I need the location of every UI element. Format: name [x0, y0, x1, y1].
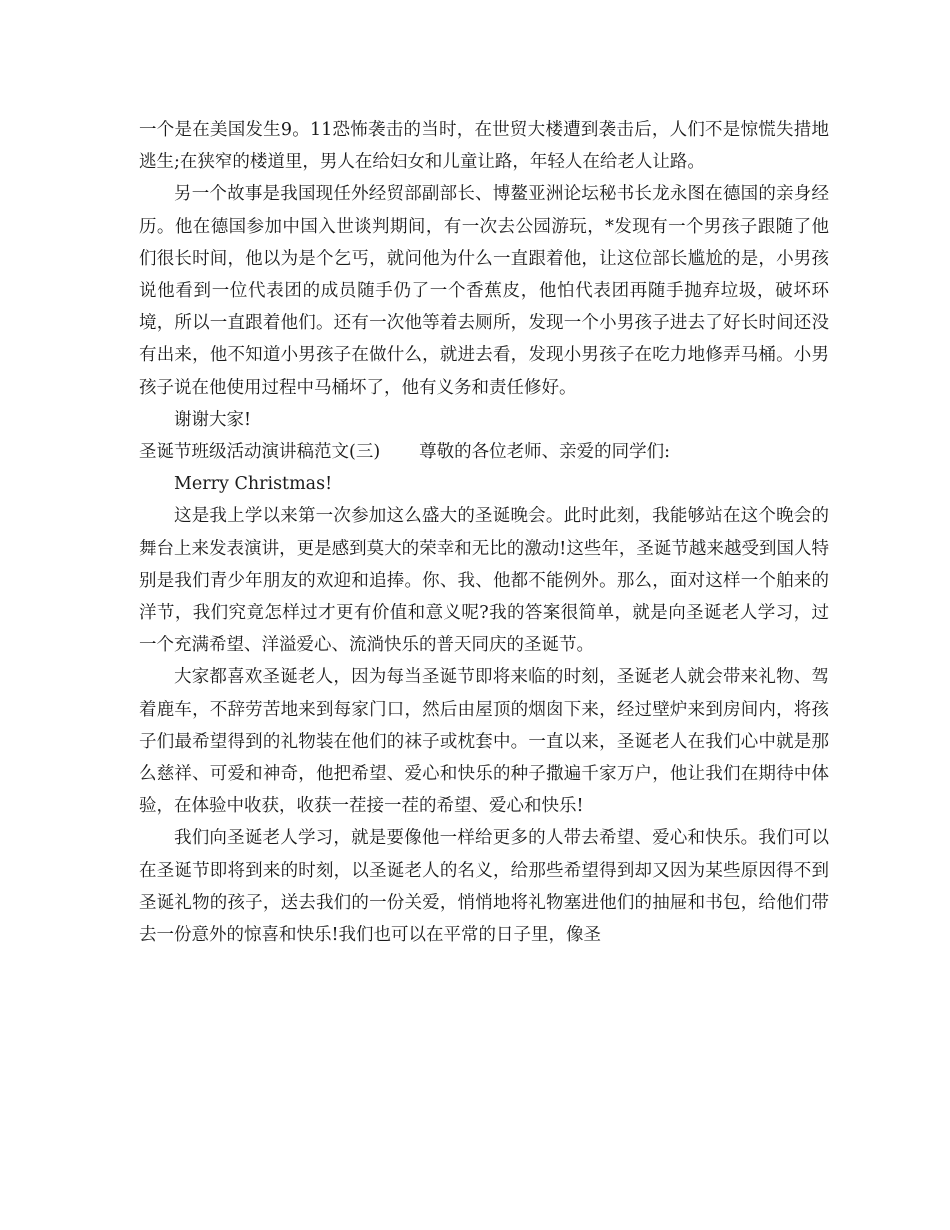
- salutation: 尊敬的各位老师、亲爱的同学们:: [419, 442, 671, 463]
- paragraph-long-yongtu-story: 另一个故事是我国现任外经贸部副部长、博鳌亚洲论坛秘书长龙永图在德国的亲身经历。他在德国参加中国入世谈判期间，有一次去公园游玩，*发现有一个男孩子跟随了他们很长时间，他以为是个乞丐，就问他为什么一直跟着他，让这位部长尴尬的是，小男孩说他看到一位代表团的成员随手仍了一个香蕉皮，他怕代表团再随手抛弃垃圾，破坏环境，所以一直跟着他们。还有一次他等着去厕所，发现一个小男孩子进去了好长时间还没有出来，他不知道小男孩子在做什么，就进去看，发现小男孩子在吃力地修弄马桶。小男孩子说在他使用过程中马桶坏了，他有义务和责任修好。: [139, 184, 829, 398]
- document-body: [139, 114, 829, 951]
- paragraph-santa-claus: 大家都喜欢圣诞老人，因为每当圣诞节即将来临的时刻，圣诞老人就会带来礼物、驾着鹿车，不辞劳苦地来到每家门口，然后由屋顶的烟囱下来，经过壁炉来到房间内，将孩子们最希望得到的礼物装在他们的袜子或枕套中。一直以来，圣诞老人在我们心中就是那么慈祥、可爱和神奇，他把希望、爱心和快乐的种子撒遍千家万户，他让我们在期待中体验，在体验中收获，收获一茬接一茬的希望、爱心和快乐!: [139, 667, 829, 817]
- paragraph-thanks: 谢谢大家!: [174, 409, 252, 430]
- section-title: 圣诞节班级活动演讲稿范文(三): [139, 442, 381, 463]
- paragraph-merry-christmas: Merry Christmas!: [174, 474, 333, 495]
- paragraph-learn-from-santa: 我们向圣诞老人学习，就是要像他一样给更多的人带去希望、爱心和快乐。我们可以在圣诞节即将到来的时刻，以圣诞老人的名义，给那些希望得到却又因为某些原因得不到圣诞礼物的孩子，送去我们的一份关爱，悄悄地将礼物塞进他们的抽屉和书包，给他们带去一份意外的惊喜和快乐!我们也可以在平常的日子里，像圣: [139, 828, 829, 946]
- paragraph-911-story: 一个是在美国发生9。11恐怖袭击的当时，在世贸大楼遭到袭击后，人们不是惊慌失措地逃生;在狭窄的楼道里，男人在给妇女和儿童让路，年轻人在给老人让路。: [139, 120, 829, 173]
- paragraph-first-gala: 这是我上学以来第一次参加这么盛大的圣诞晚会。此时此刻，我能够站在这个晚会的舞台上来发表演讲，更是感到莫大的荣幸和无比的激动!这些年，圣诞节越来越受到国人特别是我们青少年朋友的欢迎和追捧。你、我、他都不能例外。那么，面对这样一个舶来的洋节，我们究竟怎样过才更有价值和意义呢?我的答案很简单，就是向圣诞老人学习，过一个充满希望、洋溢爱心、流淌快乐的普天同庆的圣诞节。: [139, 506, 829, 656]
- section-heading-line: [139, 436, 829, 468]
